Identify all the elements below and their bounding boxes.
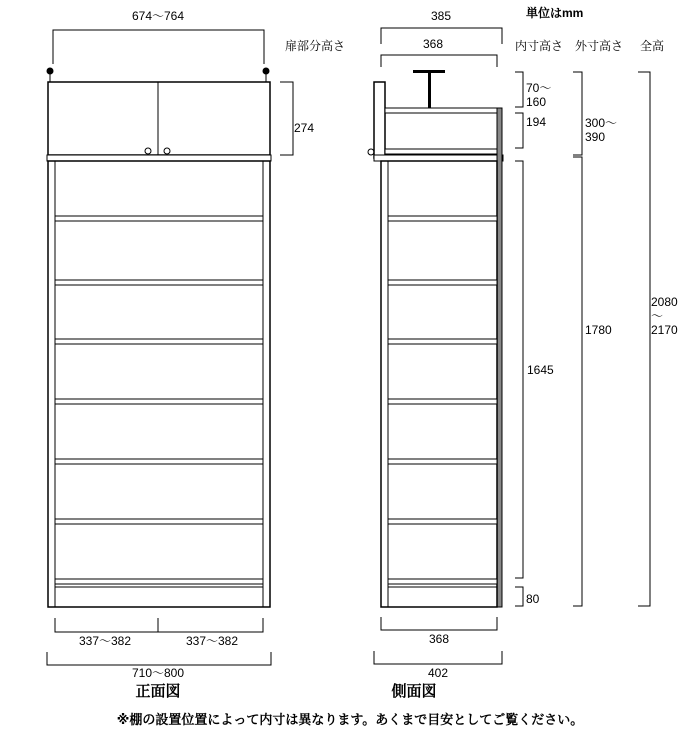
side-shelf bbox=[388, 280, 497, 285]
side-shelf bbox=[388, 399, 497, 404]
side-inner-depth-top-bracket bbox=[381, 55, 497, 67]
total-height-label-2: 〜 bbox=[651, 309, 664, 323]
side-bottom-shelf bbox=[388, 579, 497, 584]
overall-width-label: 710〜800 bbox=[131, 666, 185, 680]
door-height-bracket bbox=[280, 82, 293, 155]
side-shelf bbox=[388, 519, 497, 524]
door-height-label: 扉部分高さ bbox=[285, 39, 346, 53]
side-top-depth-label: 385 bbox=[430, 9, 452, 23]
side-shelf bbox=[388, 339, 497, 344]
front-upper-cabinet bbox=[48, 82, 270, 155]
inner-gap-top-bracket bbox=[515, 72, 523, 107]
outer-height-header: 外寸高さ bbox=[575, 39, 624, 53]
front-shelf bbox=[55, 399, 263, 404]
inner-gap-top-label-1: 70〜 bbox=[526, 81, 552, 95]
inner-base-label: 80 bbox=[526, 592, 540, 606]
footnote: ※棚の設置位置によって内寸は異なります。あくまで目安としてご覧ください。 bbox=[116, 713, 584, 728]
side-inner-depth-bottom-label: 368 bbox=[428, 632, 450, 646]
side-divider-board bbox=[374, 155, 503, 161]
side-overall-depth-label: 402 bbox=[427, 666, 449, 680]
side-top-board bbox=[385, 108, 498, 113]
inner-upper-label: 194 bbox=[526, 115, 547, 129]
inner-base-bracket bbox=[515, 587, 523, 606]
inner-lower-label: 1645 bbox=[527, 363, 554, 377]
front-bottom-shelf bbox=[55, 579, 263, 584]
total-height-header: 全高 bbox=[640, 39, 665, 53]
inner-upper-bracket bbox=[515, 113, 523, 148]
unit-label: 単位はmm bbox=[526, 6, 584, 20]
side-overall-depth-bracket bbox=[374, 651, 502, 664]
outer-upper-bracket bbox=[573, 72, 582, 155]
side-shelf bbox=[388, 459, 497, 464]
side-shelf bbox=[388, 216, 497, 221]
half-width-left-label: 337〜382 bbox=[78, 634, 132, 648]
half-width-bracket bbox=[55, 618, 263, 632]
front-view bbox=[47, 9, 346, 700]
front-top-width-label: 674〜764 bbox=[131, 9, 185, 23]
front-top-board bbox=[47, 155, 271, 161]
side-view-title: 側面図 bbox=[391, 682, 437, 700]
outer-lower-label: 1780 bbox=[585, 323, 612, 337]
tension-pole-shaft bbox=[428, 70, 431, 108]
side-inner-depth-top-label: 368 bbox=[422, 37, 444, 51]
front-shelf bbox=[55, 216, 263, 221]
total-height-label-3: 2170 bbox=[651, 323, 678, 337]
inner-height-header: 内寸高さ bbox=[515, 39, 564, 53]
outer-upper-label-2: 390 bbox=[585, 130, 606, 144]
total-height-bracket bbox=[638, 72, 650, 606]
side-view bbox=[368, 5, 678, 700]
front-top-width-bracket bbox=[53, 30, 264, 64]
outer-upper-label-1: 300〜 bbox=[585, 116, 618, 130]
front-shelf bbox=[55, 519, 263, 524]
side-lower-body bbox=[381, 161, 497, 607]
half-width-right-label: 337〜382 bbox=[185, 634, 239, 648]
inner-lower-bracket bbox=[515, 161, 523, 578]
overall-width-bracket bbox=[47, 652, 271, 665]
tension-pin-left-head bbox=[47, 68, 54, 75]
outer-lower-bracket bbox=[573, 157, 582, 606]
front-lower-body bbox=[48, 161, 270, 607]
front-view-title: 正面図 bbox=[135, 682, 181, 700]
side-upper-shelf bbox=[385, 149, 498, 154]
inner-gap-top-label-2: 160 bbox=[526, 95, 547, 109]
door-height-value: 274 bbox=[294, 121, 315, 135]
side-door-panel bbox=[374, 82, 385, 158]
front-shelf bbox=[55, 280, 263, 285]
front-shelf bbox=[55, 339, 263, 344]
total-height-label-1: 2080 bbox=[651, 295, 678, 309]
front-shelf bbox=[55, 459, 263, 464]
tension-pin-right-head bbox=[263, 68, 270, 75]
side-knob bbox=[368, 149, 374, 155]
side-inner-depth-bottom-bracket bbox=[381, 617, 497, 630]
